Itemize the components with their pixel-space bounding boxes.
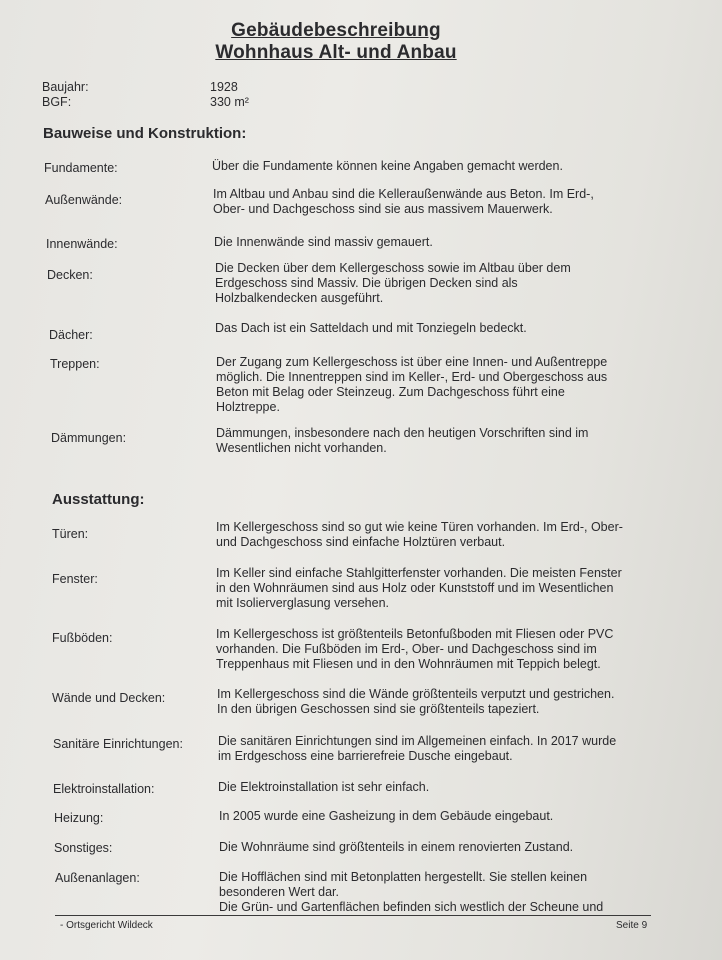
row-text-sanitaer: Die sanitären Einrichtungen sind im Allgemeinen einfach. In 2017 wurde im Erdgeschoss eine barrierefreie Dusche eingebaut. <box>218 734 617 763</box>
row-label-aussenanlagen: Außenanlagen: <box>55 871 140 885</box>
row-label-tueren: Türen: <box>52 527 89 541</box>
document-title: Gebäudebeschreibung <box>231 20 441 41</box>
row-text-daemmungen: Dämmungen, insbesondere nach den heutigen Vorschriften sind im Wesentlichen nicht vorhanden. <box>216 426 589 455</box>
row-text-waende-decken: Im Kellergeschoss sind die Wände größtenteils verputzt und gestrichen. In den übrigen Geschossen sind sie größtenteils tapeziert. <box>217 687 615 716</box>
row-label-treppen: Treppen: <box>50 357 100 371</box>
row-text-tueren: Im Kellergeschoss sind so gut wie keine Türen vorhanden. Im Erd-, Ober- und Dachgeschoss sind einfache Holztüren verbaut. <box>216 520 623 549</box>
document-subtitle: Wohnhaus Alt- und Anbau <box>215 42 457 63</box>
row-label-daecher: Dächer: <box>49 328 93 342</box>
row-text-decken: Die Decken über dem Kellergeschoss sowie im Altbau über dem Erdgeschoss sind Massiv. Die übrigen Decken sind als Holzbalkendecken ausgeführt. <box>215 261 571 305</box>
row-text-fundamente: Über die Fundamente können keine Angaben gemacht werden. <box>212 159 563 173</box>
row-label-sanitaer: Sanitäre Einrichtungen: <box>53 737 183 751</box>
meta-value-bgf: 330 m² <box>210 95 249 109</box>
row-label-elektro: Elektroinstallation: <box>53 782 155 796</box>
row-label-waende-decken: Wände und Decken: <box>52 691 166 705</box>
row-text-fenster: Im Keller sind einfache Stahlgitterfenster vorhanden. Die meisten Fenster in den Wohnräumen sind aus Holz oder Kunststoff und im Wesentlichen mit Isolierverglasung versehen. <box>216 566 622 610</box>
row-text-innenwaende: Die Innenwände sind massiv gemauert. <box>214 235 433 249</box>
row-label-fenster: Fenster: <box>52 572 98 586</box>
row-label-decken: Decken: <box>47 268 93 282</box>
section-heading-ausstattung: Ausstattung: <box>52 491 145 508</box>
row-text-sonstiges: Die Wohnräume sind größtenteils in einem renovierten Zustand. <box>219 840 574 854</box>
row-text-aussenwaende: Im Altbau und Anbau sind die Kelleraußenwände aus Beton. Im Erd-, Ober- und Dachgeschoss sind sie aus massivem Mauerwerk. <box>213 187 594 216</box>
row-text-treppen: Der Zugang zum Kellergeschoss ist über eine Innen- und Außentreppe möglich. Die Innentreppen sind im Keller-, Erd- und Obergeschoss aus Beton mit Belag oder Steinzeug. Zum Dachgeschoss führt eine Holztreppe. <box>216 355 608 414</box>
row-label-fundamente: Fundamente: <box>44 161 118 175</box>
row-label-innenwaende: Innenwände: <box>46 237 118 251</box>
meta-value-baujahr: 1928 <box>210 80 238 94</box>
footer-left: - Ortsgericht Wildeck <box>60 920 153 931</box>
row-text-heizung: In 2005 wurde eine Gasheizung in dem Gebäude eingebaut. <box>219 809 554 823</box>
footer-rule <box>55 915 651 916</box>
row-label-aussenwaende: Außenwände: <box>45 193 123 207</box>
row-text-aussenanlagen: Die Hofflächen sind mit Betonplatten hergestellt. Sie stellen keinen besonderen Wert dar. Die Grün- und Gartenflächen befinden sich westlich der Scheune und <box>219 870 604 914</box>
section-heading-bauweise: Bauweise und Konstruktion: <box>43 125 247 142</box>
meta-label-baujahr: Baujahr: <box>42 80 89 94</box>
row-label-heizung: Heizung: <box>54 811 104 825</box>
row-label-sonstiges: Sonstiges: <box>54 841 113 855</box>
row-text-elektro: Die Elektroinstallation ist sehr einfach. <box>218 780 430 794</box>
row-label-fussboeden: Fußböden: <box>52 631 113 645</box>
row-label-daemmungen: Dämmungen: <box>51 431 127 445</box>
footer-page-number: Seite 9 <box>616 920 648 931</box>
row-text-fussboeden: Im Kellergeschoss ist größtenteils Betonfußboden mit Fliesen oder PVC vorhanden. Die Fußböden im Erd-, Ober- und Dachgeschoss sind im Treppenhaus mit Fliesen und in den Wohnräumen mit Teppich belegt. <box>216 627 614 671</box>
meta-label-bgf: BGF: <box>42 95 72 109</box>
row-text-daecher: Das Dach ist ein Satteldach und mit Tonziegeln bedeckt. <box>215 321 527 335</box>
